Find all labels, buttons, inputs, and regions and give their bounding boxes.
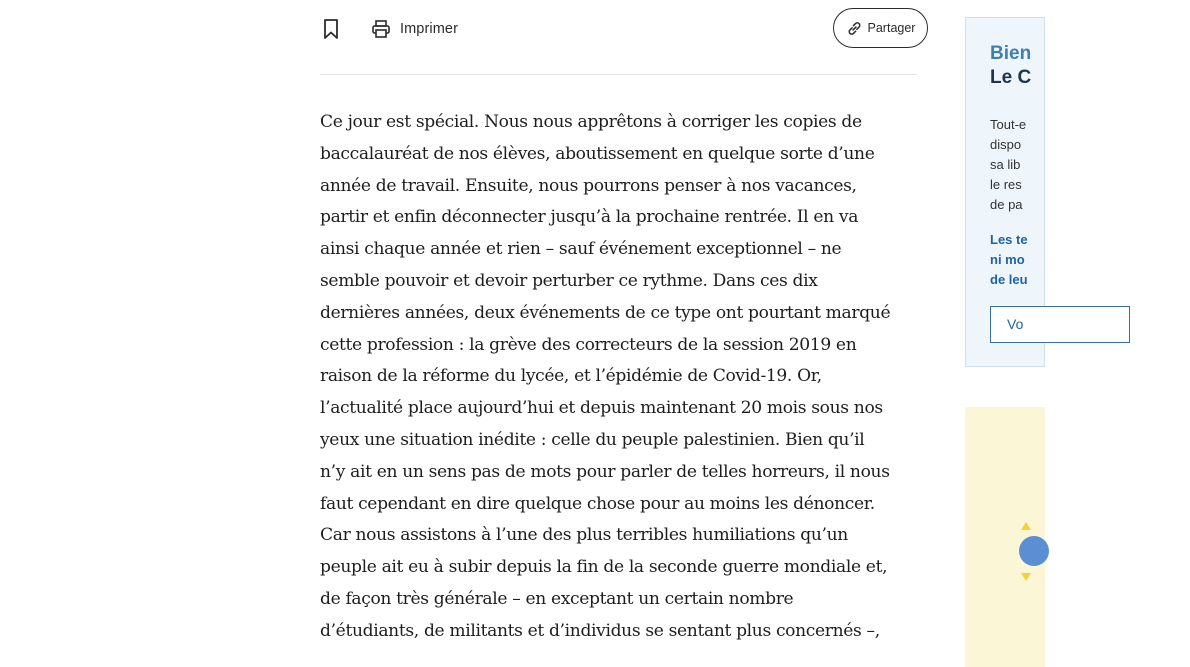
- print-label: Imprimer: [400, 21, 458, 37]
- share-label: Partager: [867, 21, 916, 35]
- article-line: l’actualité place aujourd’hui et depuis maintenant 20 mois sous nos: [320, 398, 883, 419]
- article-line: Car nous assistons à l’une des plus terribles humiliations qu’un: [320, 525, 848, 546]
- article-body: [320, 107, 920, 648]
- article-line: n’y ait en un sens pas de mots pour parler de telles horreurs, il nous: [320, 461, 890, 482]
- article-line: semble pouvoir et devoir perturber ce rythme. Dans ces dix: [320, 270, 818, 291]
- article-line: Ce jour est spécial. Nous nous apprêtons à corriger les copies de: [320, 112, 862, 132]
- printer-icon: [371, 19, 391, 39]
- card-title-line2: Le C: [990, 67, 1032, 88]
- promo-illustration: [1019, 536, 1049, 566]
- share-button[interactable]: [833, 8, 928, 48]
- article-line: année de travail. Ensuite, nous pourrons penser à nos vacances,: [320, 175, 857, 196]
- bookmark-icon: [320, 17, 342, 41]
- card-cta-button[interactable]: Vo: [990, 306, 1130, 343]
- link-icon: [846, 20, 863, 37]
- sparkle-icon: [1021, 573, 1031, 581]
- bookmark-button[interactable]: [320, 17, 342, 41]
- article-toolbar: [320, 0, 917, 75]
- article-line: cette profession : la grève des correcteurs de la session 2019 en: [320, 334, 857, 355]
- article-line: d’étudiants, de militants et d’individus se sentant plus concernés –,: [320, 620, 880, 641]
- card-title-line1: Bien: [990, 43, 1032, 64]
- article-line: faut cependant en dire quelque chose pour au moins les dénoncer.: [320, 493, 875, 514]
- card-description: Tout-e dispo sa lib le res de pa: [990, 117, 1027, 212]
- article-paragraph: [320, 107, 920, 648]
- article-line: baccalauréat de nos élèves, aboutissement en quelque sorte d’une: [320, 143, 875, 164]
- article-line: peuple ait eu à subir depuis la fin de la seconde guerre mondiale et,: [320, 557, 888, 578]
- article-line: dernières années, deux événements de ce type ont pourtant marqué: [320, 302, 891, 323]
- sparkle-icon: [1021, 522, 1031, 530]
- article-line: yeux une situation inédite : celle du peuple palestinien. Bien qu’il: [320, 429, 865, 450]
- card-title: [990, 42, 1190, 90]
- card-highlight[interactable]: Les te ni mo de leu: [990, 232, 1028, 287]
- article-line: raison de la réforme du lycée, et l’épidémie de Covid-19. Or,: [320, 366, 822, 387]
- article-line: ainsi chaque année et rien – sauf événement exceptionnel – ne: [320, 239, 842, 260]
- print-button[interactable]: [371, 16, 458, 42]
- article-line: partir et enfin déconnecter jusqu’à la prochaine rentrée. Il en va: [320, 207, 859, 228]
- promo-card[interactable]: [965, 407, 1045, 667]
- article-line: de façon très générale – en exceptant un certain nombre: [320, 588, 794, 609]
- subscription-card: [965, 17, 1045, 367]
